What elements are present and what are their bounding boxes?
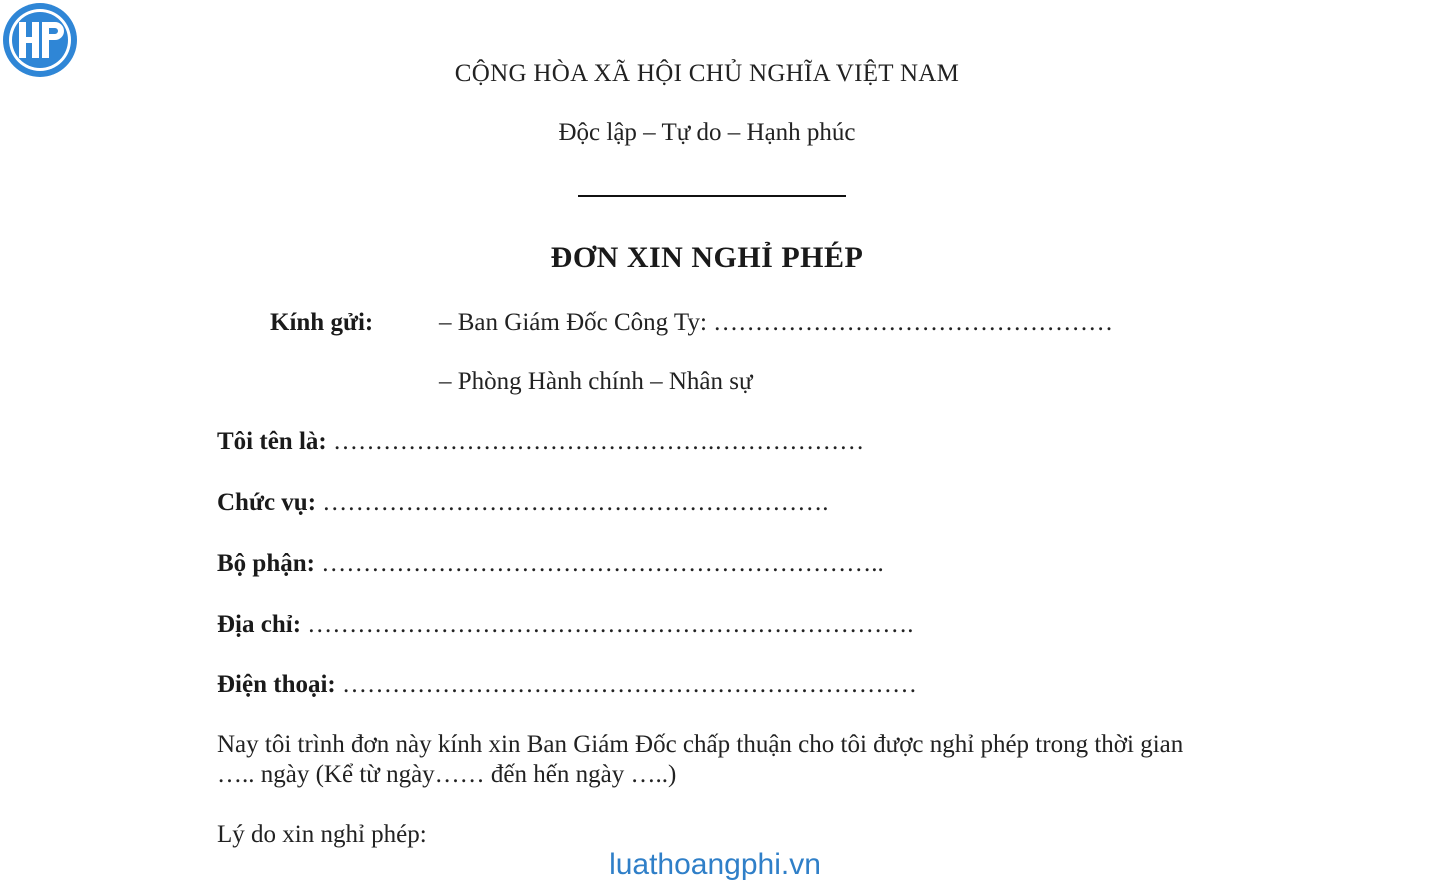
field-position-blank: …………………………………………………….	[316, 489, 829, 516]
field-phone-label: Điện thoại:	[217, 671, 336, 698]
addressee-label: Kính gửi:	[270, 309, 374, 336]
motto: Độc lập – Tự do – Hạnh phúc	[558, 119, 856, 146]
field-name-label: Tôi tên là:	[217, 428, 327, 455]
field-phone	[217, 671, 917, 699]
reason-label: Lý do xin nghỉ phép:	[217, 821, 427, 848]
field-position	[217, 489, 829, 517]
field-address-blank: ……………………………………………………………….	[301, 611, 914, 638]
field-position-label: Chức vụ:	[217, 489, 317, 516]
field-department-label: Bộ phận:	[217, 550, 315, 577]
field-name-blank: ……………………………………….………………	[326, 428, 865, 455]
field-department	[217, 550, 884, 578]
field-name	[217, 428, 864, 456]
recipient-board: – Ban Giám Đốc Công Ty: …………………………………………	[439, 309, 1114, 336]
recipient-hr: – Phòng Hành chính – Nhân sự	[439, 368, 753, 395]
header-divider	[578, 195, 846, 197]
field-address-label: Địa chỉ:	[217, 611, 302, 638]
field-address	[217, 611, 914, 639]
national-name: CỘNG HÒA XÃ HỘI CHỦ NGHĨA VIỆT NAM	[454, 60, 960, 87]
field-phone-blank: ……………………………………………………………	[335, 671, 917, 698]
request-paragraph: Nay tôi trình đơn này kính xin Ban Giám Đốc chấp thuận cho tôi được nghỉ phép trong thời gian ….. ngày (Kể từ ngày…… đến hến ngày …..)	[217, 731, 1184, 788]
field-department-blank: …………………………………………………………..	[314, 550, 884, 577]
document-title: ĐƠN XIN NGHỈ PHÉP	[550, 241, 864, 274]
watermark-link[interactable]: luathoangphi.vn	[609, 848, 821, 881]
